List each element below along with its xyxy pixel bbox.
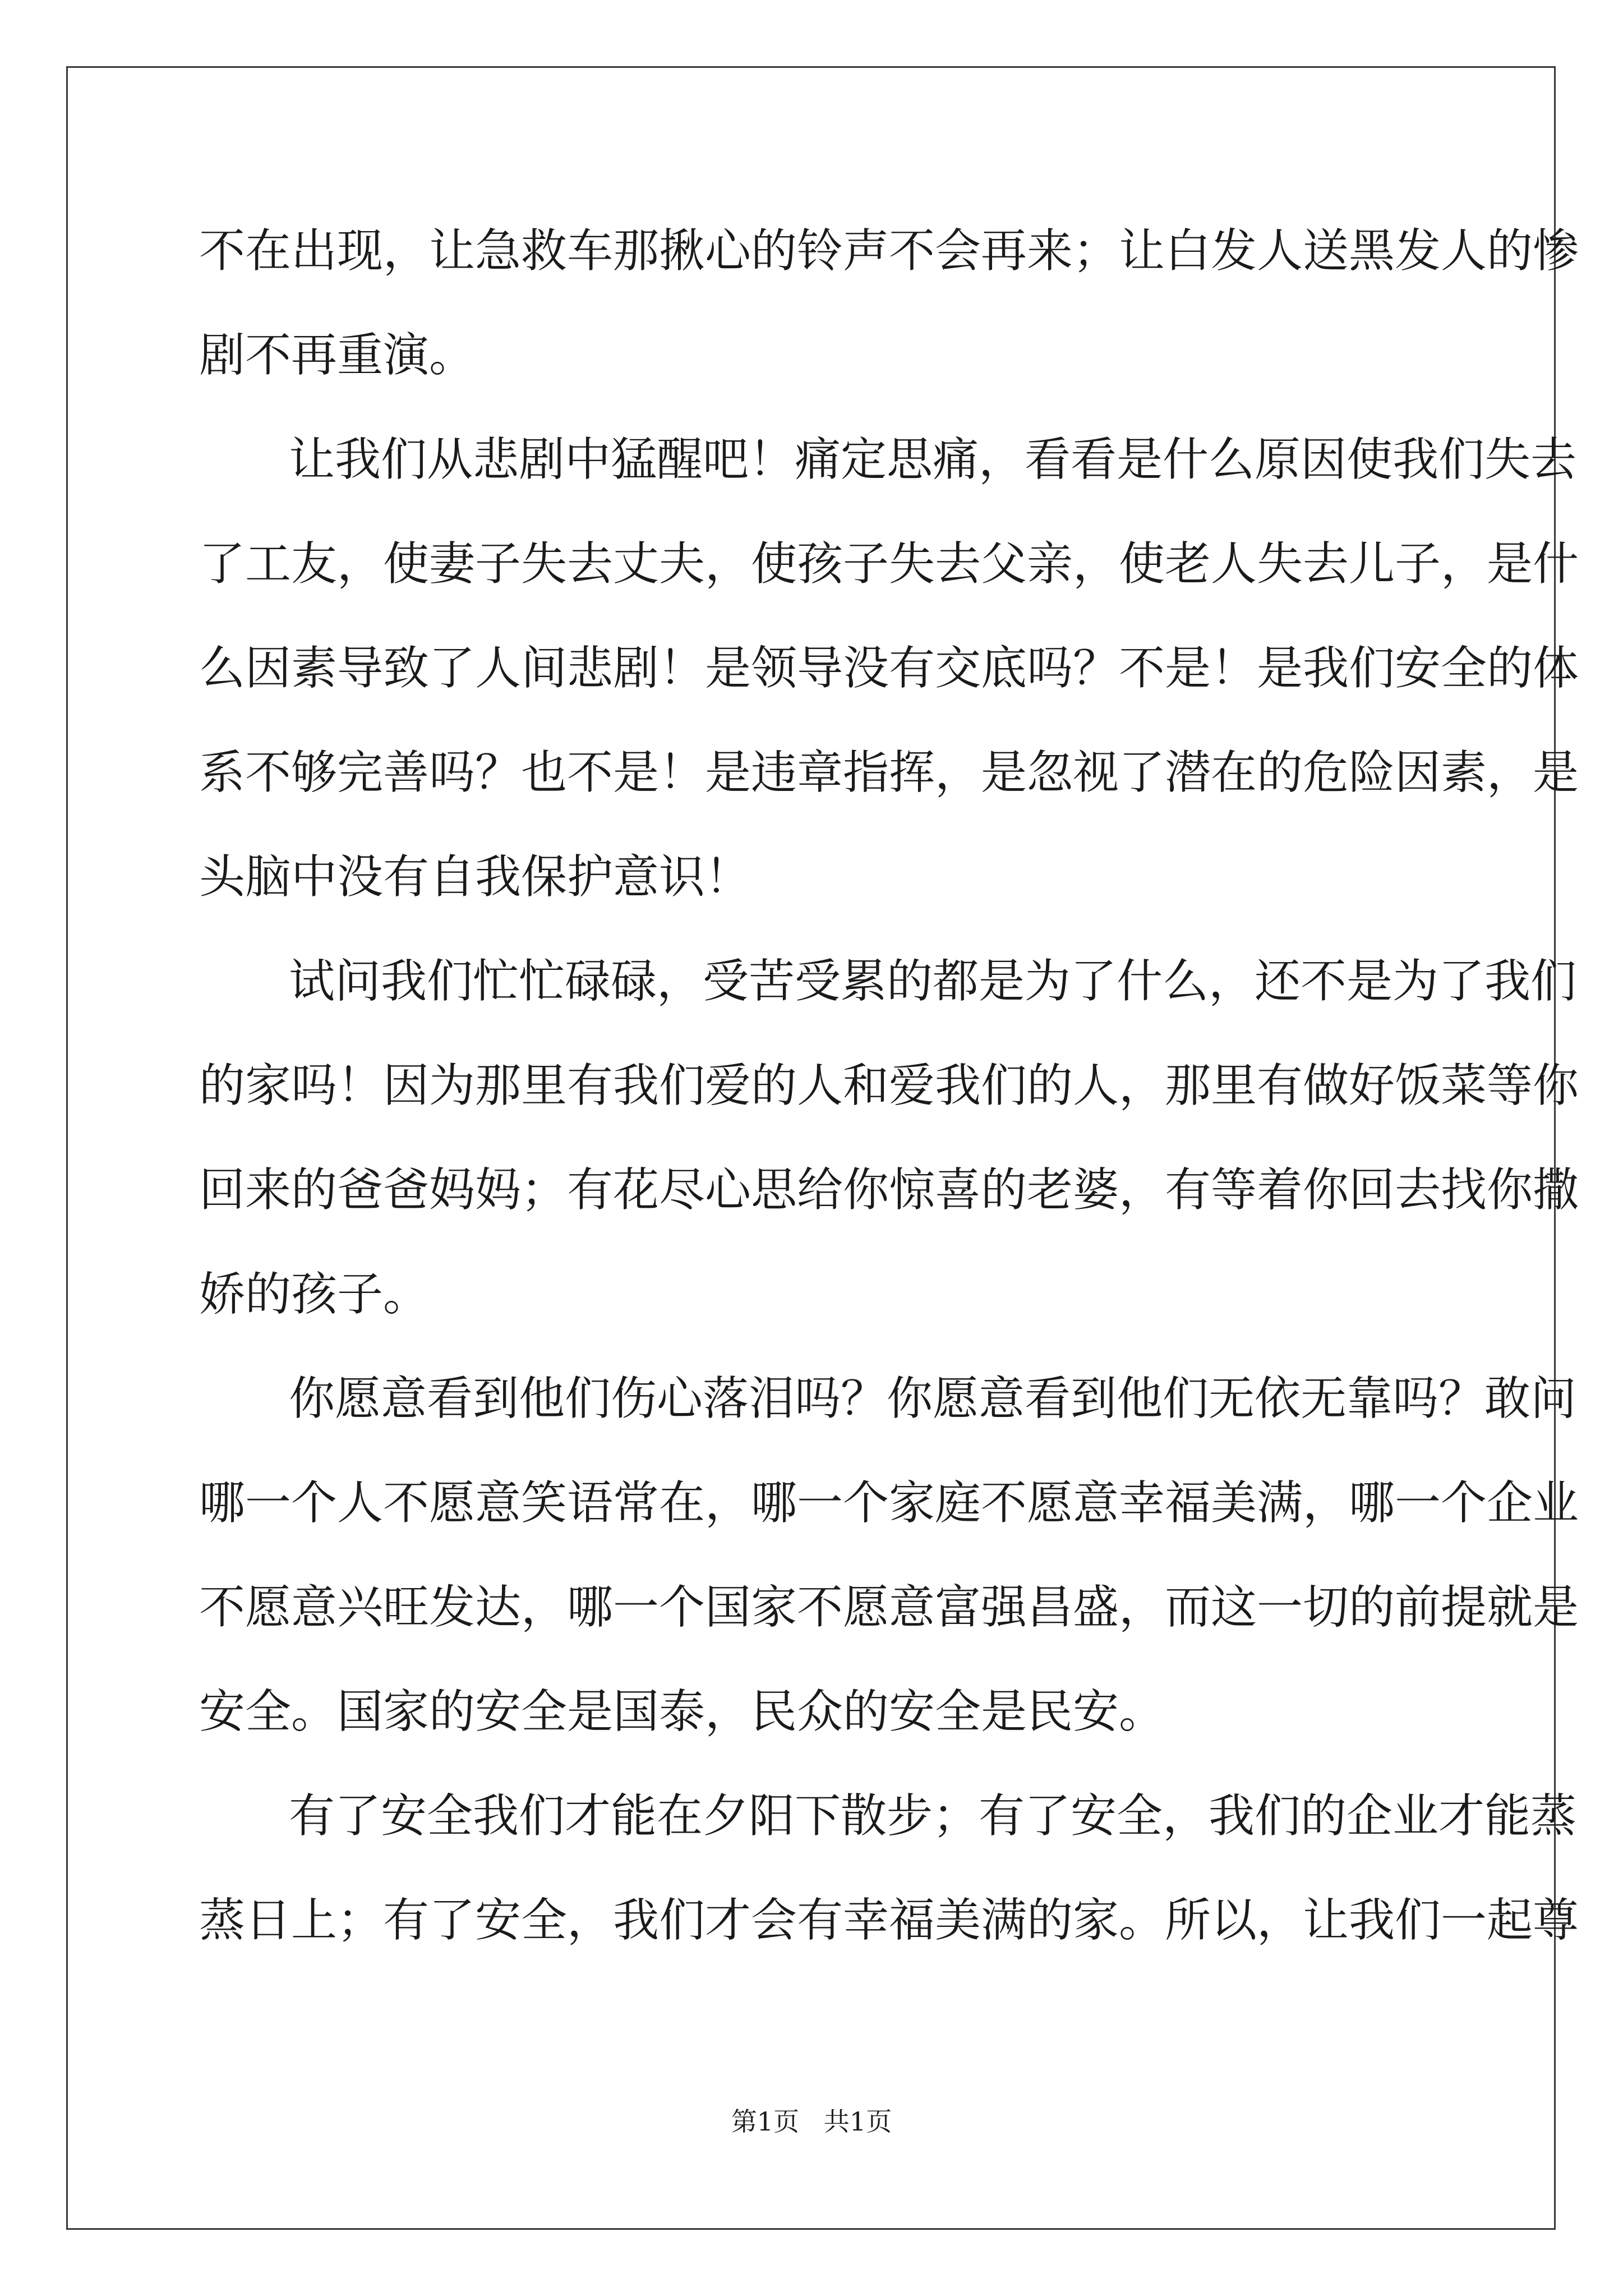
- text-line: 头脑中没有自我保护意识！: [199, 850, 751, 904]
- text-line: 有了安全我们才能在夕阳下散步；有了安全，我们的企业才能蒸: [289, 1789, 1577, 1843]
- text-line: 试问我们忙忙碌碌，受苦受累的都是为了什么，还不是为了我们: [289, 955, 1577, 1008]
- page-footer: [0, 2105, 1623, 2138]
- text-line: 系不够完善吗？也不是！是违章指挥，是忽视了潜在的危险因素，是: [199, 746, 1579, 799]
- text-line: 安全。国家的安全是国泰，民众的安全是民安。: [199, 1685, 1165, 1738]
- text-line: 你愿意看到他们伤心落泪吗？你愿意看到他们无依无靠吗？敢问: [289, 1372, 1577, 1425]
- text-line: 回来的爸爸妈妈；有花尽心思给你惊喜的老婆，有等着你回去找你撒: [199, 1163, 1579, 1217]
- text-line: 不愿意兴旺发达，哪一个国家不愿意富强昌盛，而这一切的前提就是: [199, 1581, 1579, 1634]
- document-body: [199, 199, 1579, 1973]
- text-line: 娇的孩子。: [199, 1268, 430, 1321]
- text-line: 剧不再重演。: [199, 329, 476, 382]
- text-line: 的家吗！因为那里有我们爱的人和爱我们的人，那里有做好饭菜等你: [199, 1059, 1579, 1112]
- text-line: 不在出现，让急救车那揪心的铃声不会再来；让白发人送黑发人的惨: [199, 224, 1579, 278]
- text-line: 了工友，使妻子失去丈夫，使孩子失去父亲，使老人失去儿子，是什: [199, 537, 1579, 591]
- page-number: 第1页 共1页: [731, 2106, 892, 2137]
- text-line: 让我们从悲剧中猛醒吧！痛定思痛，看看是什么原因使我们失去: [289, 433, 1577, 486]
- text-line: 么因素导致了人间悲剧！是领导没有交底吗？不是！是我们安全的体: [199, 642, 1579, 695]
- text-line: 蒸日上；有了安全，我们才会有幸福美满的家。所以，让我们一起尊: [199, 1894, 1579, 1947]
- text-line: 哪一个人不愿意笑语常在，哪一个家庭不愿意幸福美满，哪一个企业: [199, 1476, 1579, 1530]
